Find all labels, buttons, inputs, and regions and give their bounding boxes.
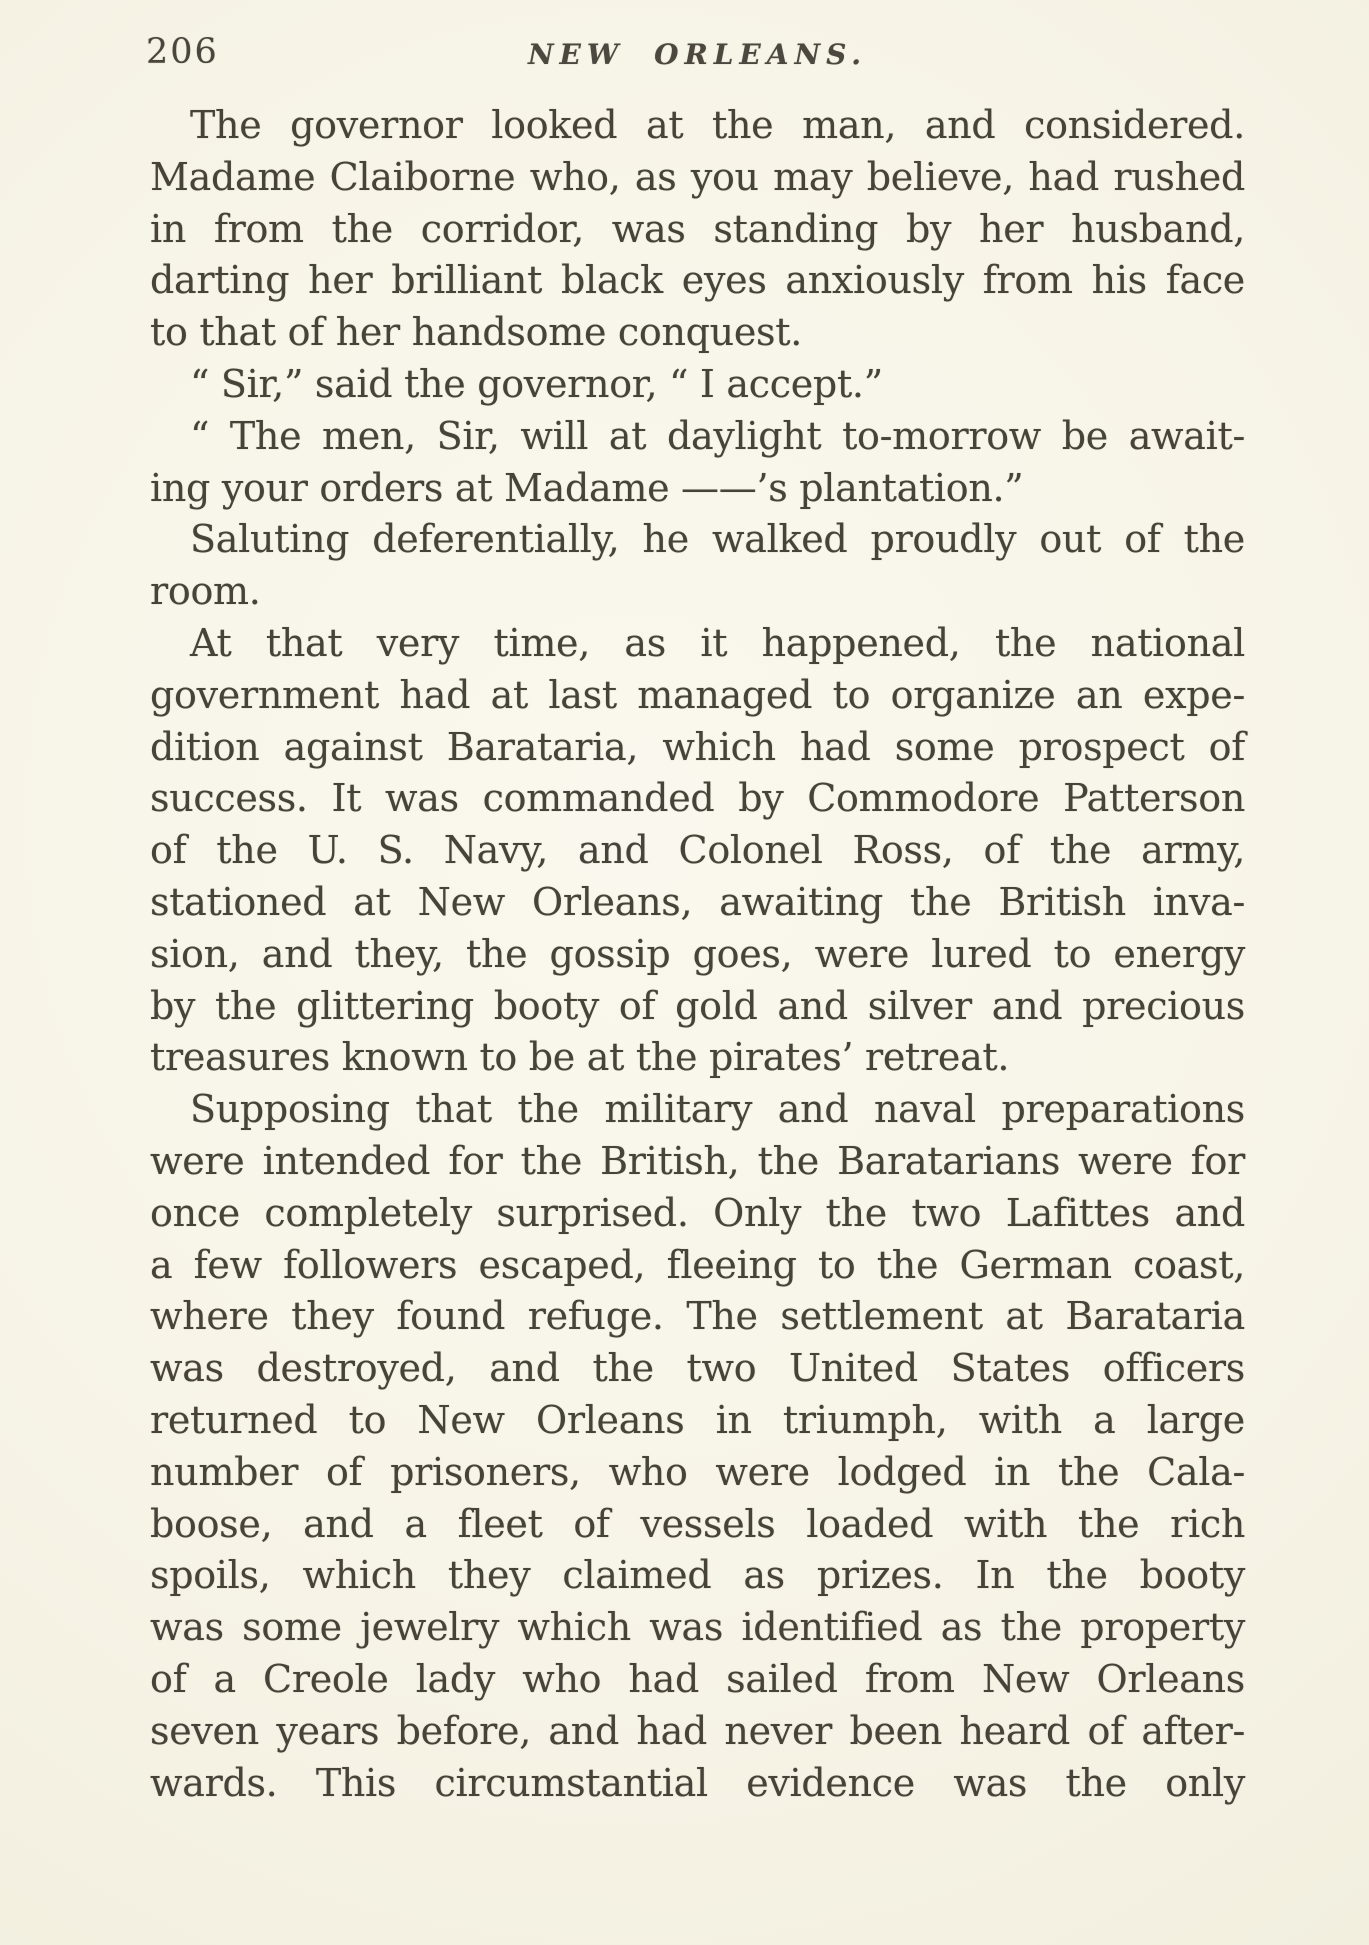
text-line: stationed at New Orleans, awaiting the British inva- (150, 879, 1245, 924)
page-number: 206 (146, 32, 219, 72)
page-text (150, 100, 1245, 1809)
text-line: dition against Barataria, which had some prospect of (150, 724, 1245, 769)
text-line: boose, and a fleet of vessels loaded with the rich (150, 1501, 1245, 1546)
text-line: Supposing that the military and naval preparations (190, 1087, 1245, 1132)
text-line: a few followers escaped, fleeing to the German coast, (150, 1242, 1245, 1287)
text-line: government had at last managed to organize an expe- (150, 672, 1245, 717)
text-line: darting her brilliant black eyes anxiously from his face (150, 258, 1245, 303)
text-line: by the glittering booty of gold and silver and precious (150, 983, 1245, 1028)
text-line: wards. This circumstantial evidence was the only (150, 1760, 1245, 1805)
text-line: seven years before, and had never been heard of after- (150, 1708, 1245, 1753)
text-line: Madame Claiborne who, as you may believe, had rushed (150, 154, 1245, 199)
text-line: success. It was commanded by Commodore Patterson (150, 776, 1245, 821)
text-line: in from the corridor, was standing by her husband, (150, 206, 1245, 251)
text-line: where they found refuge. The settlement at Barataria (150, 1294, 1245, 1339)
text-line: to that of her handsome conquest. (150, 310, 802, 355)
text-line: Saluting deferentially, he walked proudly out of the (190, 517, 1245, 562)
running-head: NEW ORLEANS. (527, 38, 868, 71)
text-line: At that very time, as it happened, the national (190, 620, 1245, 665)
text-line: sion, and they, the gossip goes, were lured to energy (150, 931, 1245, 976)
text-line: number of prisoners, who were lodged in the Cala- (150, 1449, 1245, 1494)
text-line: were intended for the British, the Baratarians were for (150, 1138, 1245, 1183)
text-line: was destroyed, and the two United States officers (150, 1346, 1245, 1391)
text-line: of the U. S. Navy, and Colonel Ross, of the army, (150, 828, 1245, 873)
text-line: “ Sir,” said the governor, “ I accept.” (190, 361, 883, 406)
text-line: “ The men, Sir, will at daylight to-morrow be await- (190, 413, 1245, 458)
text-line: The governor looked at the man, and considered. (190, 103, 1245, 147)
text-line: room. (150, 569, 261, 614)
text-line: of a Creole lady who had sailed from New Orleans (150, 1656, 1245, 1701)
text-line: once completely surprised. Only the two Lafittes and (150, 1190, 1245, 1235)
text-line: treasures known to be at the pirates’ retreat. (150, 1035, 1010, 1080)
text-line: ing your orders at Madame ——’s plantation.” (150, 465, 1024, 510)
text-line: was some jewelry which was identified as the property (150, 1605, 1245, 1650)
text-line: spoils, which they claimed as prizes. In the booty (150, 1553, 1245, 1598)
text-line: returned to New Orleans in triumph, with a large (150, 1397, 1245, 1442)
